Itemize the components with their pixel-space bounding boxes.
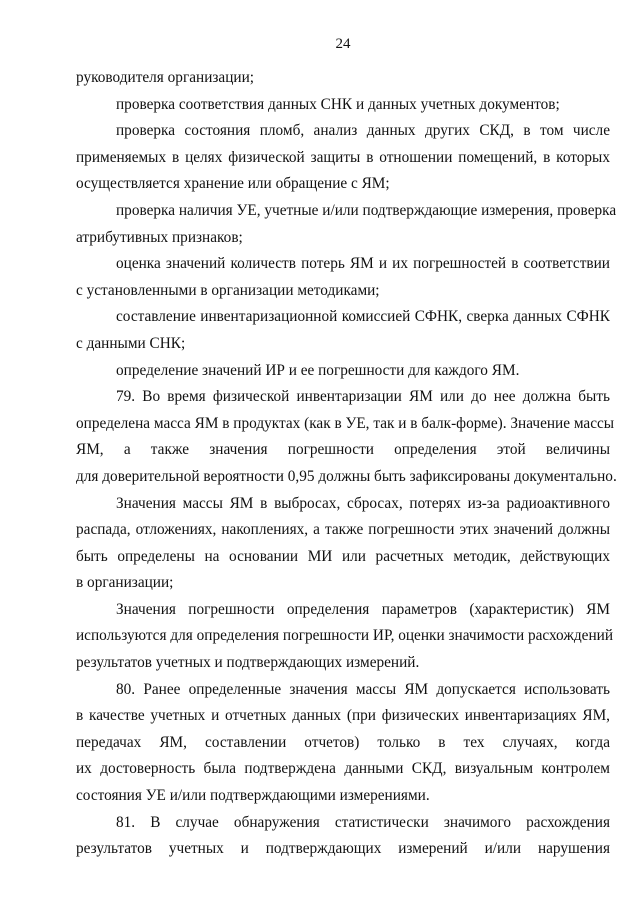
text-line: используются для определения погрешности ИР, оценки значимости расхождений (76, 627, 614, 645)
body-text (76, 65, 617, 863)
text-line: передачах ЯМ, составлении отчетов) только в тех случаях, когда (76, 733, 610, 751)
text-line: 80. Ранее определенные значения массы ЯМ допускается использовать (116, 680, 610, 698)
text-line: в организации; (76, 574, 174, 592)
text-line: с данными СНК; (76, 334, 186, 352)
text-line: 81. В случае обнаружения статистически значимого расхождения (116, 813, 610, 831)
text-line: атрибутивных признаков; (76, 228, 243, 246)
text-line: распада, отложениях, накоплениях, а также погрешности этих значений должны (76, 521, 610, 539)
text-line: осуществляется хранение или обращение с ЯМ; (76, 175, 390, 193)
text-line: их достоверность была подтверждена данными СКД, визуальным контролем (76, 760, 610, 778)
text-line: применяемых в целях физической защиты в отношении помещений, в которых (76, 148, 610, 166)
text-line: определение значений ИР и ее погрешности для каждого ЯМ. (116, 361, 520, 379)
text-line: результатов учетных и подтверждающих измерений и/или нарушения (76, 840, 610, 858)
text-line: Значения погрешности определения параметров (характеристик) ЯМ (116, 600, 610, 618)
text-line: составление инвентаризационной комиссией СФНК, сверка данных СФНК (116, 308, 610, 326)
text-line: состояния УЕ и/или подтверждающими измерениями. (76, 787, 430, 805)
text-line: результатов учетных и подтверждающих измерений. (76, 654, 420, 672)
text-line: ЯМ, а также значения погрешности определения этой величины (76, 441, 610, 459)
text-line: руководителя организации; (76, 69, 255, 86)
text-line: для доверительной вероятности 0,95 должны быть зафиксированы документально. (76, 467, 617, 485)
text-line: определена масса ЯМ в продуктах (как в УЕ, так и в балк-форме). Значение массы (76, 414, 615, 432)
text-line: с установленными в организации методиками; (76, 281, 380, 299)
page-number: 24 (335, 36, 351, 52)
text-line: в качестве учетных и отчетных данных (при физических инвентаризациях ЯМ, (76, 707, 610, 725)
text-line: проверка соответствия данных СНК и данных учетных документов; (116, 95, 560, 113)
text-line: проверка наличия УЕ, учетные и/или подтверждающие измерения, проверка (116, 201, 617, 219)
text-line: проверка состояния пломб, анализ данных других СКД, в том числе (116, 122, 610, 140)
text-line: 79. Во время физической инвентаризации ЯМ или до нее должна быть (116, 388, 610, 406)
text-line: Значения массы ЯМ в выбросах, сбросах, потерях из-за радиоактивного (116, 494, 610, 512)
text-line: быть определены на основании МИ или расчетных методик, действующих (76, 547, 610, 565)
text-line: оценка значений количеств потерь ЯМ и их погрешностей в соответствии (116, 255, 610, 273)
